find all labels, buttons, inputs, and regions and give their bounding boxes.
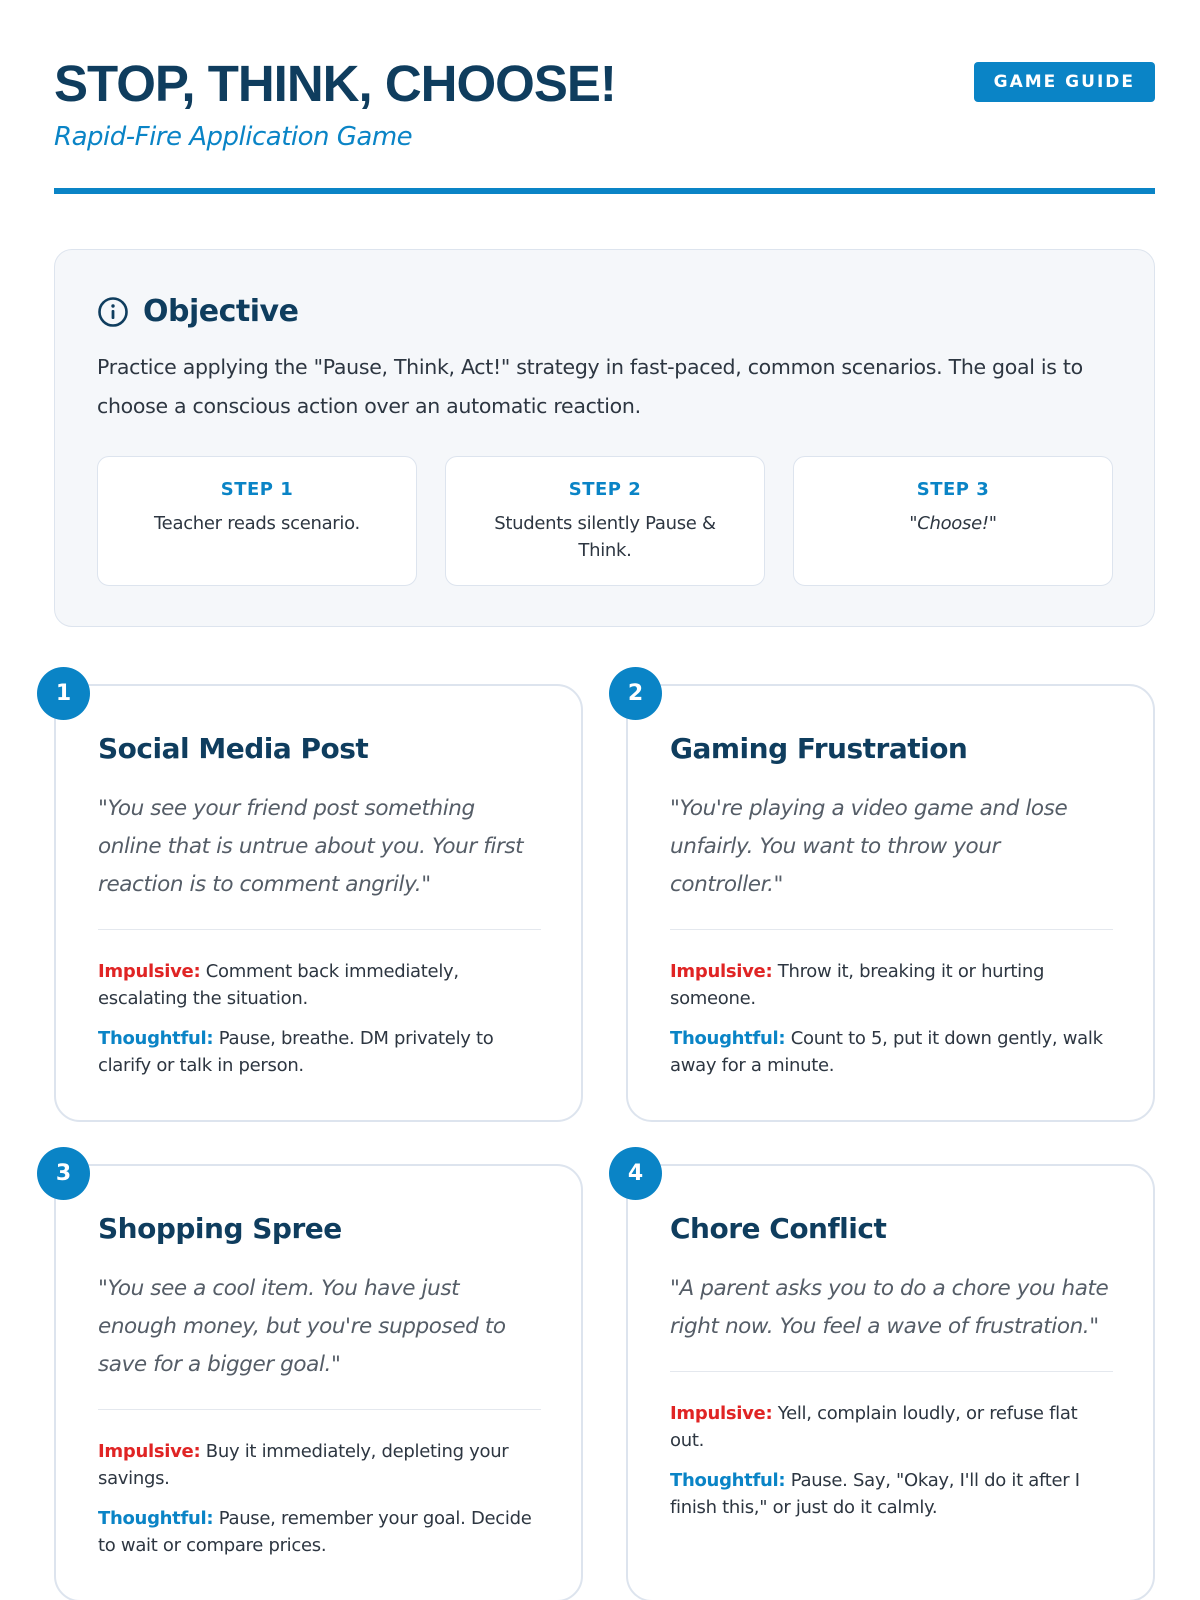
step-label: STEP 2 bbox=[568, 479, 642, 500]
card-divider bbox=[98, 1409, 541, 1410]
thoughtful-text: Pause, remember your goal. Decide to wait or compare prices. bbox=[98, 1508, 532, 1556]
scenario-quote: "You're playing a video game and lose unfairly. You want to throw your controller." bbox=[670, 796, 1068, 897]
scenario-card-3 bbox=[54, 1161, 583, 1600]
scenario-card-4 bbox=[626, 1161, 1155, 1600]
objective-title: Objective bbox=[143, 294, 299, 329]
impulsive-label: Impulsive: bbox=[98, 961, 201, 982]
impulsive-label: Impulsive: bbox=[98, 1441, 201, 1462]
objective-header bbox=[97, 294, 298, 329]
card-divider bbox=[670, 1371, 1113, 1372]
thoughtful-line bbox=[98, 1505, 543, 1559]
scenario-title: Social Media Post bbox=[98, 732, 369, 765]
objective-text: Practice applying the "Pause, Think, Act!" strategy in fast-paced, common scenarios. The goal is to choose a conscious action over an automatic reaction. bbox=[97, 355, 1083, 418]
impulsive-text: Comment back immediately, escalating the situation. bbox=[98, 961, 459, 1009]
impulsive-label: Impulsive: bbox=[670, 1403, 773, 1424]
step-card bbox=[793, 456, 1113, 586]
scenario-quote: "You see a cool item. You have just enough money, but you're supposed to save for a bigger goal." bbox=[98, 1276, 506, 1377]
game-guide-badge: GAME GUIDE bbox=[974, 62, 1155, 102]
impulsive-line bbox=[98, 958, 543, 1012]
impulsive-line bbox=[670, 958, 1115, 1012]
thoughtful-label: Thoughtful: bbox=[98, 1028, 214, 1049]
scenario-card-2 bbox=[626, 681, 1155, 1122]
steps-row bbox=[97, 456, 1113, 586]
scenario-number-badge: 2 bbox=[609, 667, 662, 720]
thoughtful-text: Count to 5, put it down gently, walk away for a minute. bbox=[670, 1028, 1103, 1076]
thoughtful-label: Thoughtful: bbox=[670, 1028, 786, 1049]
thoughtful-label: Thoughtful: bbox=[670, 1470, 786, 1491]
scenario-card-1 bbox=[54, 681, 583, 1122]
step-label: STEP 3 bbox=[916, 479, 990, 500]
page-header bbox=[54, 54, 1155, 194]
step-text: Students silently Pause & Think. bbox=[494, 513, 716, 561]
scenario-title: Chore Conflict bbox=[670, 1212, 887, 1245]
thoughtful-line bbox=[670, 1025, 1115, 1079]
card-divider bbox=[670, 929, 1113, 930]
impulsive-line bbox=[670, 1400, 1115, 1454]
scenario-title: Shopping Spree bbox=[98, 1212, 342, 1245]
impulsive-text: Buy it immediately, depleting your savings. bbox=[98, 1441, 509, 1489]
impulsive-line bbox=[98, 1438, 543, 1492]
info-icon bbox=[97, 296, 129, 328]
scenario-quote: "You see your friend post something online that is untrue about you. Your first reaction is to comment angrily." bbox=[98, 796, 524, 897]
scenario-title: Gaming Frustration bbox=[670, 732, 968, 765]
impulsive-text: Yell, complain loudly, or refuse flat out. bbox=[670, 1403, 1078, 1451]
impulsive-text: Throw it, breaking it or hurting someone. bbox=[670, 961, 1045, 1009]
step-card bbox=[97, 456, 417, 586]
header-divider bbox=[54, 188, 1155, 194]
thoughtful-text: Pause. Say, "Okay, I'll do it after I finish this," or just do it calmly. bbox=[670, 1470, 1080, 1518]
page-subtitle: Rapid-Fire Application Game bbox=[54, 122, 413, 152]
step-label: STEP 1 bbox=[220, 479, 294, 500]
objective-panel bbox=[54, 249, 1155, 627]
scenario-number-badge: 4 bbox=[609, 1147, 662, 1200]
scenario-number-badge: 3 bbox=[37, 1147, 90, 1200]
thoughtful-text: Pause, breathe. DM privately to clarify or talk in person. bbox=[98, 1028, 494, 1076]
thoughtful-line bbox=[98, 1025, 543, 1079]
thoughtful-label: Thoughtful: bbox=[98, 1508, 214, 1529]
thoughtful-line bbox=[670, 1467, 1115, 1521]
card-divider bbox=[98, 929, 541, 930]
page-title: STOP, THINK, CHOOSE! bbox=[54, 55, 616, 112]
step-card bbox=[445, 456, 765, 586]
impulsive-label: Impulsive: bbox=[670, 961, 773, 982]
scenario-quote: "A parent asks you to do a chore you hate right now. You feel a wave of frustration." bbox=[670, 1276, 1109, 1339]
step-text: Teacher reads scenario. bbox=[154, 513, 360, 534]
scenario-number-badge: 1 bbox=[37, 667, 90, 720]
step-text: "Choose!" bbox=[909, 513, 997, 534]
